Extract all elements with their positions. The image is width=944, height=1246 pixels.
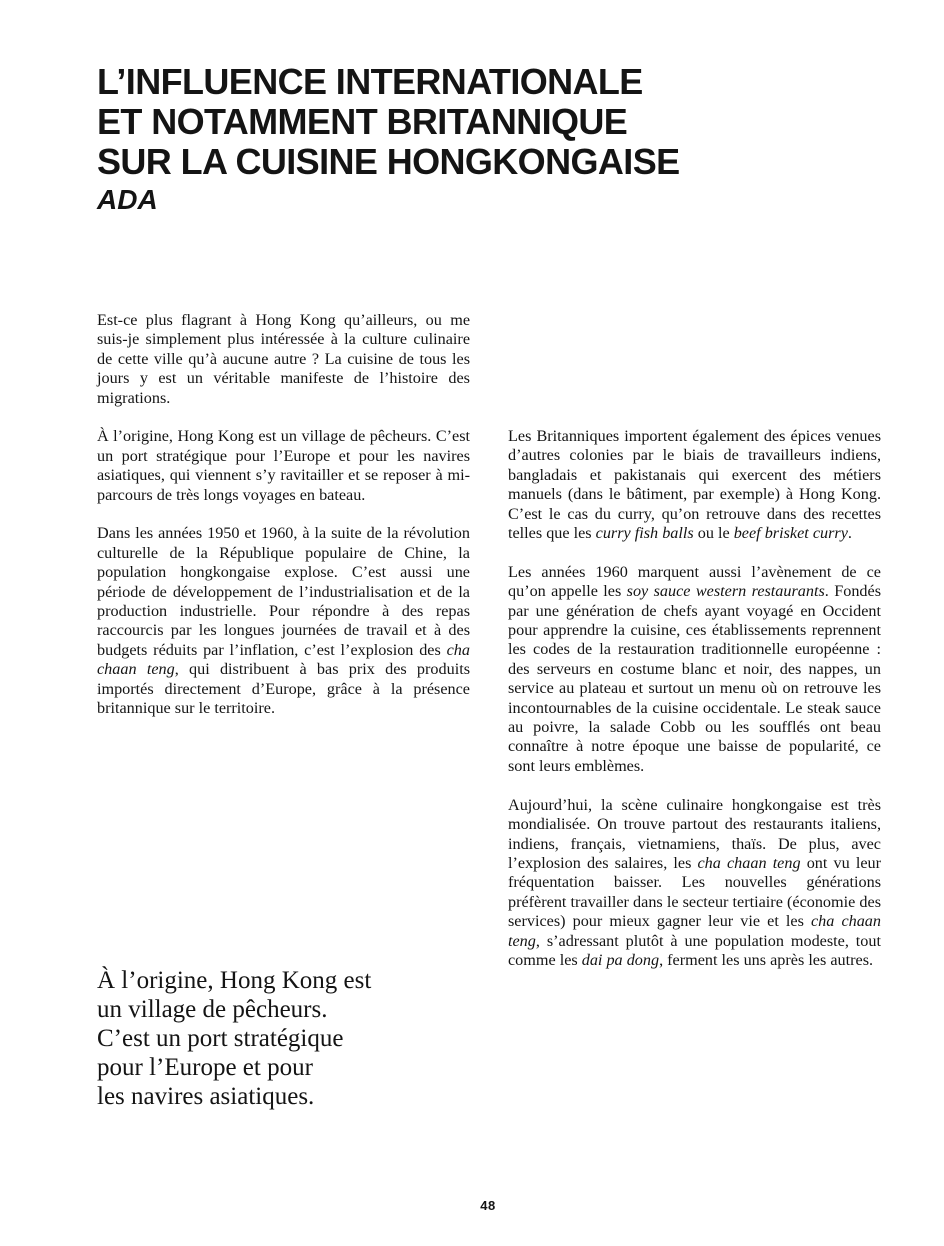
pull-quote-line-2: un village de pêcheurs. — [97, 996, 328, 1023]
italic-term: cha chaan teng — [97, 640, 470, 679]
italic-term: curry fish balls — [595, 524, 694, 543]
text-run: . — [847, 524, 852, 543]
text-run: Les Britanniques importent également des épices venues d’autres colonies par le biais de travailleurs indiens, bangladais et pakistanais qui exercent des métiers manuels (dans le bâtiment, par exemple) à Hong Kong. C’est le cas du curry, qu’on retrouve dans des recettes telles que les — [508, 427, 881, 543]
text-run: Dans les années 1950 et 1960, à la suite de la révolution culturelle de la République populaire de Chine, la population hongkongaise explose. C’est aussi une période de développement de l’industrialisation et de la production industrielle. Pour répondre à des repas raccourcis par les longues journées de travail et à des budgets réduits par l’inflation, c’est l’explosion des — [97, 524, 470, 659]
article-author: ADA — [97, 184, 158, 215]
text-run: , qui distribuent à bas prix des produits importés directement d’Europe, grâce à la présence britannique sur le territoire. — [97, 660, 470, 718]
pull-quote-line-5: les navires asiatiques. — [97, 1083, 315, 1110]
pull-quote — [97, 966, 437, 1111]
right-paragraph-today — [508, 796, 881, 971]
left-column — [97, 311, 470, 738]
text-run: ont vu leur fréquentation baisser. Les nouvelles générations préfèrent travailler dans le secteur tertiaire (économie des services) pour mieux gagner leur vie et les — [508, 853, 881, 931]
text-run: Aujourd’hui, la scène culinaire hongkongaise est très mondialisée. On trouve partout des restaurants italiens, indiens, français, vietnamiens, thaïs. De plus, avec l’explosion des salaires, les — [508, 795, 881, 872]
pull-quote-line-3: C’est un port stratégique — [97, 1025, 344, 1052]
text-run: ou le — [693, 524, 734, 543]
pull-quote-line-4: pour l’Europe et pour — [97, 1054, 313, 1081]
pull-quote-line-1: À l’origine, Hong Kong est — [97, 967, 372, 994]
left-paragraph-intro: Est-ce plus flagrant à Hong Kong qu’ailleurs, ou me suis-je simplement plus intéressée à la culture culinaire de cette ville qu’à aucune autre ? La cuisine de tous les jours y est un véritable manifeste de l’histoire des migrations. — [97, 311, 470, 407]
italic-term: cha chaan teng — [697, 853, 801, 872]
italic-term: beef brisket curry — [733, 524, 848, 543]
left-paragraph-origin: À l’origine, Hong Kong est un village de pêcheurs. C’est un port stratégique pour l’Europe et pour les navires asiatiques, qui viennent s’y ravitailler et se reposer à mi-parcours de très longs voyages en bateau. — [97, 427, 470, 504]
title-line-3: SUR LA CUISINE HONGKONGAISE — [97, 141, 680, 182]
italic-term: dai pa dong — [581, 950, 660, 969]
italic-term: soy sauce western restaurants — [626, 582, 825, 601]
left-paragraph-1950s — [97, 524, 470, 718]
article-title — [97, 62, 857, 182]
text-run: , ferment les uns après les autres. — [659, 950, 874, 969]
title-line-1: L’INFLUENCE INTERNATIONALE — [97, 61, 643, 102]
right-paragraph-1960s — [508, 563, 881, 776]
text-run: , s’adressant plutôt à une population modeste, tout comme les — [508, 931, 881, 969]
title-line-2: ET NOTAMMENT BRITANNIQUE — [97, 101, 628, 142]
text-run: Les années 1960 marquent aussi l’avènement de ce qu’on appelle les — [508, 562, 881, 601]
article-header — [97, 62, 857, 218]
page-number: 48 — [480, 1198, 496, 1213]
italic-term: cha chaan teng — [508, 912, 881, 950]
right-column — [508, 427, 881, 990]
text-run: . Fondés par une génération de chefs ayant voyagé en Occident pour apprendre la cuisine, ces établissements reprennent les codes de la restauration traditionnelle européenne : des serveurs en costume blanc et noir, des nappes, un service au plateau et surtout un menu où on retrouve les incontournables de la cuisine occidentale. Le steak sauce au poivre, la salade Cobb ou les soufflés ont beau connaître à notre époque une baisse de popularité, ce sont leurs emblèmes. — [508, 582, 881, 775]
right-paragraph-spices — [508, 427, 881, 543]
